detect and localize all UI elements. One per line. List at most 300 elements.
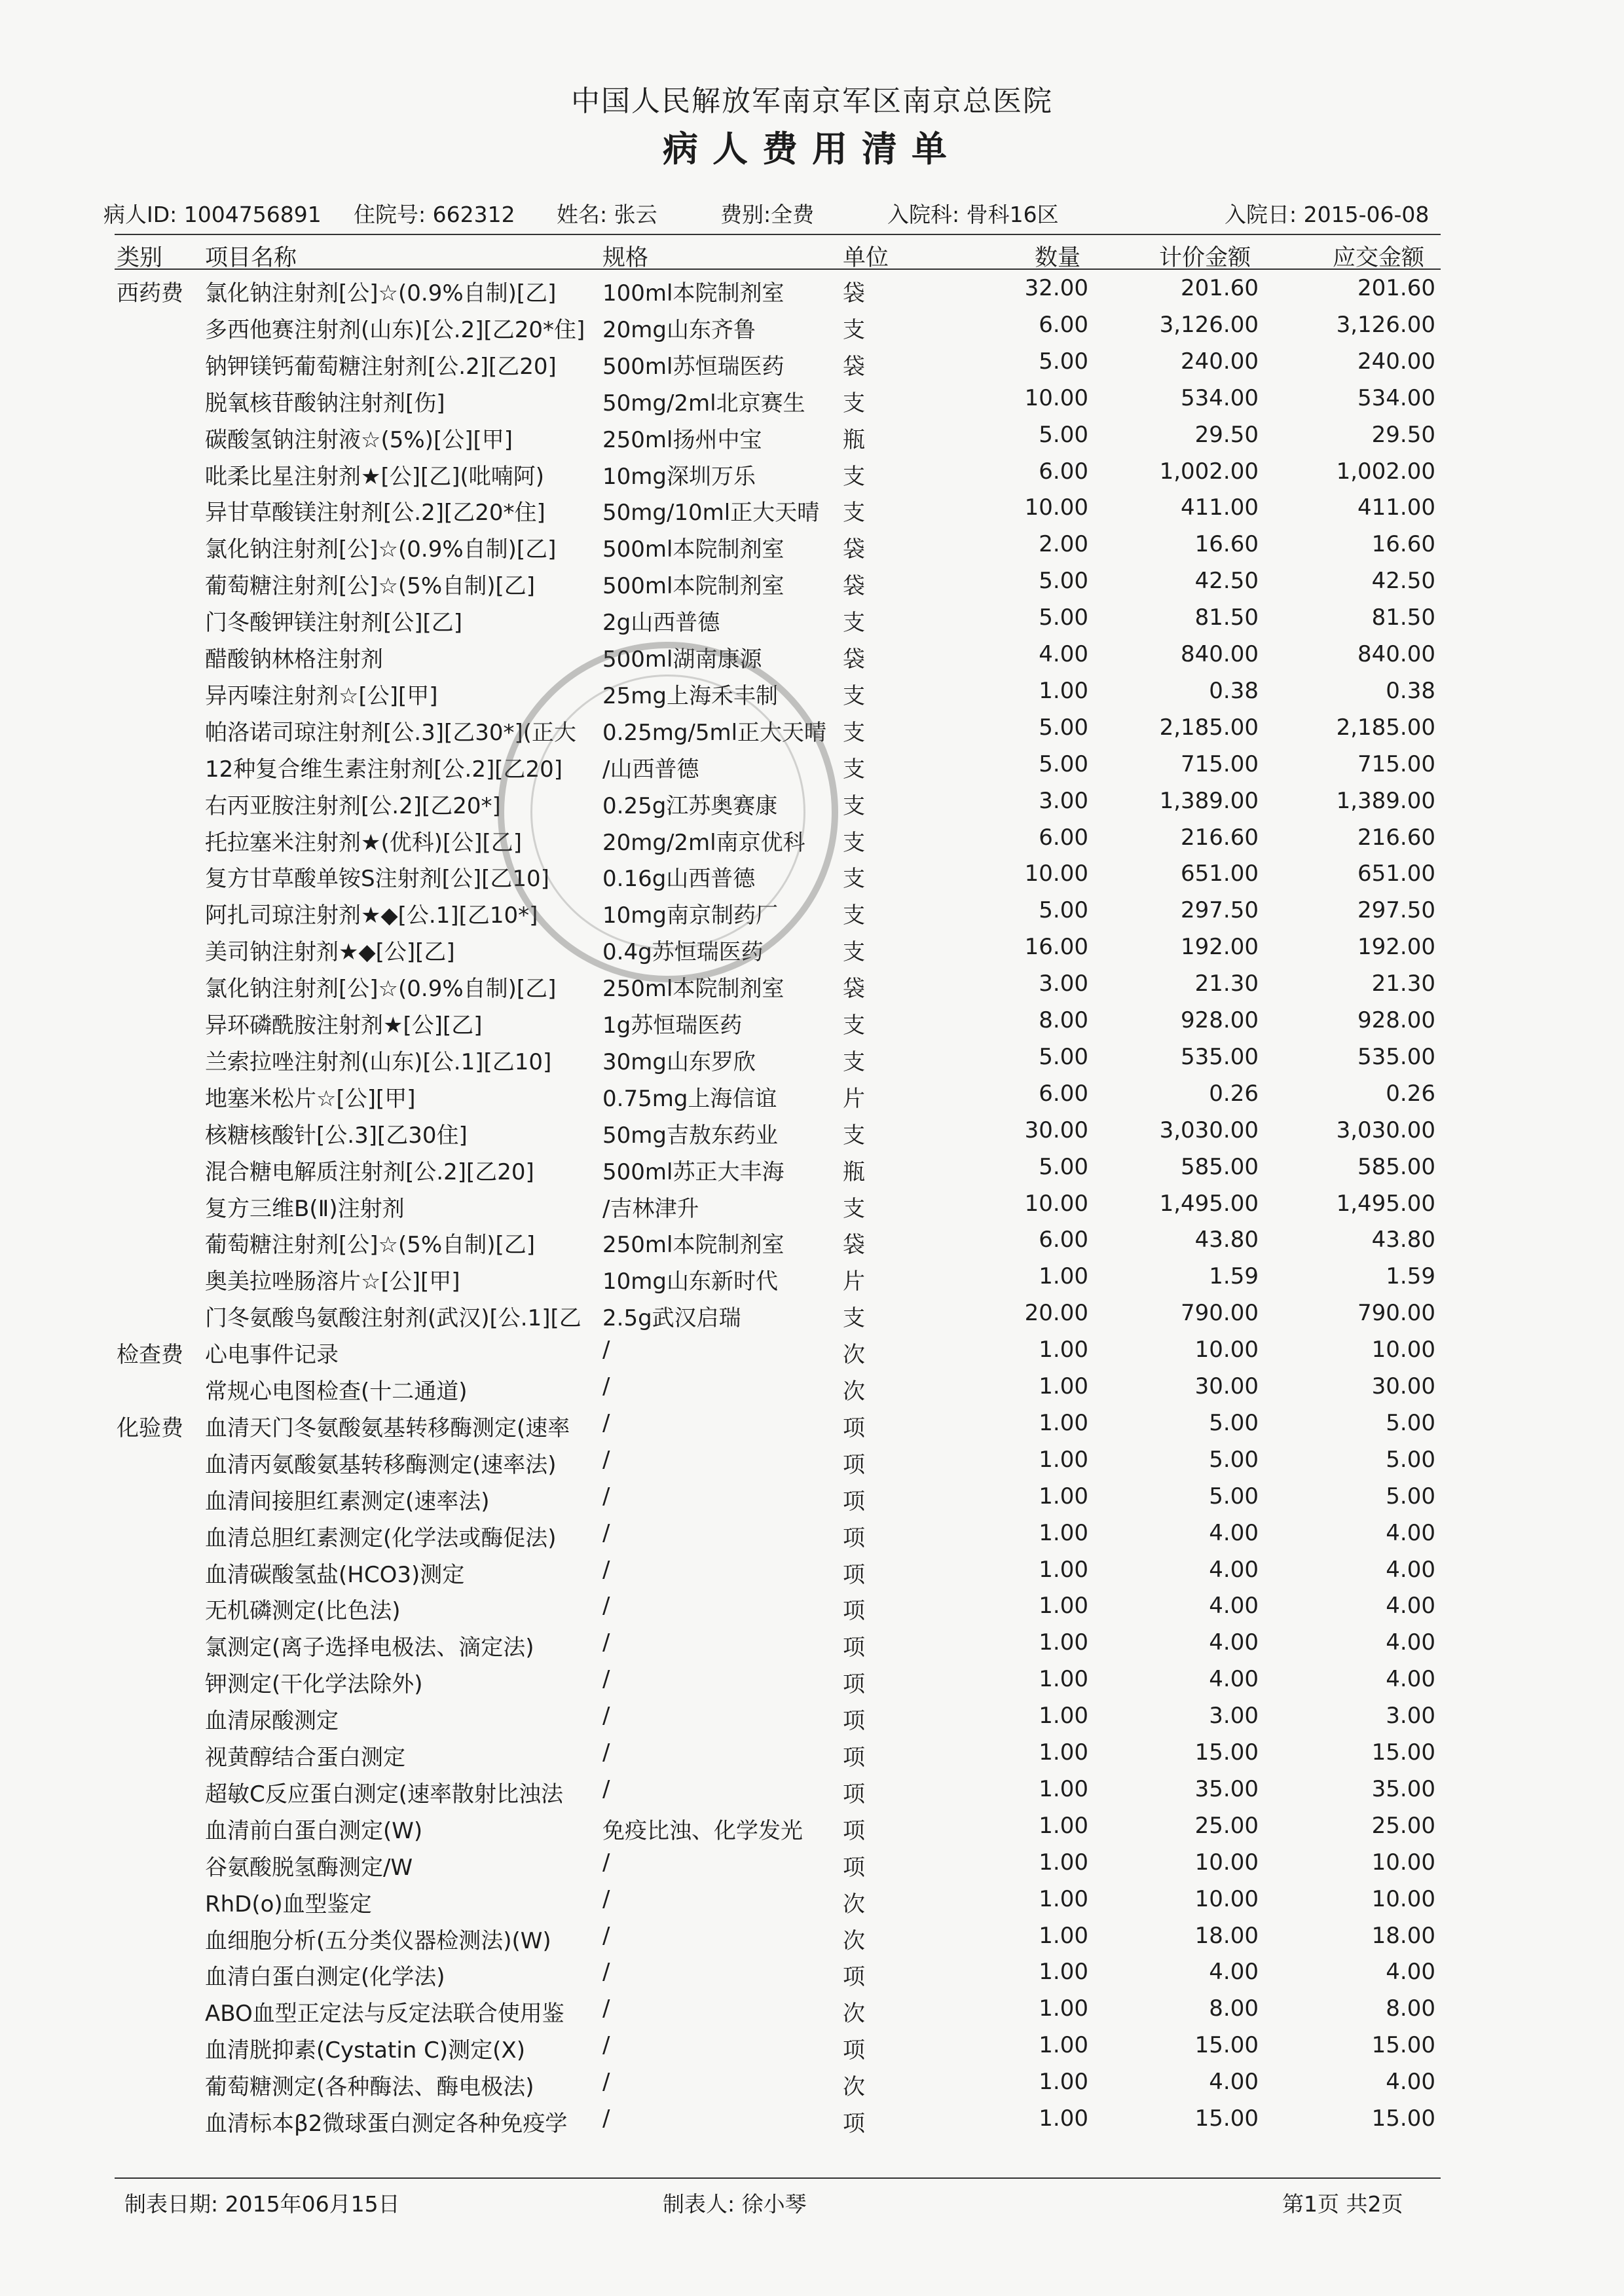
row-qty: 5.00: [1039, 421, 1088, 448]
table-row: [0, 861, 1624, 897]
row-amount: 10.00: [1371, 1849, 1435, 1876]
row-unit: 支: [843, 1012, 865, 1039]
row-qty: 5.00: [1039, 568, 1088, 595]
row-price: 29.50: [1194, 421, 1259, 448]
table-row: [0, 1813, 1624, 1849]
row-qty: 1.00: [1039, 1849, 1088, 1876]
row-unit: 支: [843, 719, 865, 746]
row-item-name: 血细胞分析(五分类仪器检测法)(W): [205, 1927, 551, 1954]
row-price: 25.00: [1194, 1812, 1259, 1839]
row-item-name: 血清丙氨酸氨基转移酶测定(速率法): [205, 1451, 557, 1478]
row-price: 81.50: [1194, 604, 1259, 631]
footer-rule: [115, 2177, 1441, 2179]
row-unit: 次: [843, 2074, 865, 2101]
row-amount: 4.00: [1386, 1666, 1435, 1693]
row-qty: 1.00: [1039, 1666, 1088, 1693]
row-spec: /: [602, 1885, 610, 1912]
row-spec: /: [602, 1775, 610, 1802]
row-spec: /: [602, 1995, 610, 2022]
row-price: 216.60: [1181, 824, 1259, 851]
row-qty: 5.00: [1039, 714, 1088, 741]
row-item-name: 超敏C反应蛋白测定(速率散射比浊法: [205, 1781, 564, 1807]
row-item-name: 帕洛诺司琼注射剂[公.3][乙30*](正大: [205, 719, 577, 746]
row-item-name: 吡柔比星注射剂★[公][乙](吡喃阿): [205, 463, 545, 490]
table-row: [0, 422, 1624, 458]
row-item-name: 门冬氨酸鸟氨酸注射剂(武汉)[公.1][乙: [205, 1305, 581, 1332]
row-price: 651.00: [1181, 861, 1259, 887]
row-spec: 0.75mg上海信谊: [602, 1085, 777, 1112]
row-qty: 1.00: [1039, 1995, 1088, 2022]
table-row: [0, 275, 1624, 312]
row-spec: /: [602, 1409, 610, 1436]
row-price: 3.00: [1209, 1703, 1259, 1730]
row-spec: /: [602, 1337, 610, 1363]
row-qty: 30.00: [1024, 1117, 1088, 1143]
row-amount: 10.00: [1371, 1885, 1435, 1912]
row-qty: 32.00: [1024, 275, 1088, 301]
row-item-name: 葡萄糖注射剂[公]☆(5%自制)[乙]: [205, 1232, 536, 1259]
header-qty: 数量: [1035, 245, 1081, 271]
row-unit: 次: [843, 2001, 865, 2028]
row-price: 201.60: [1181, 275, 1259, 301]
row-amount: 3,126.00: [1336, 311, 1435, 338]
row-price: 3,030.00: [1159, 1117, 1259, 1143]
row-price: 4.00: [1209, 1519, 1259, 1546]
row-unit: 项: [843, 2037, 865, 2064]
row-amount: 30.00: [1371, 1373, 1435, 1399]
row-price: 15.00: [1194, 2032, 1259, 2059]
row-unit: 次: [843, 1379, 865, 1405]
row-amount: 1,389.00: [1336, 787, 1435, 814]
table-row: [0, 1739, 1624, 1776]
row-item-name: 心电事件记录: [205, 1342, 339, 1369]
row-item-name: 葡萄糖测定(各种酶法、酶电极法): [205, 2074, 534, 2101]
row-spec: 0.4g苏恒瑞医药: [602, 939, 764, 966]
row-item-name: 核糖核酸针[公.3][乙30住]: [205, 1122, 468, 1149]
row-price: 43.80: [1194, 1227, 1259, 1253]
row-unit: 袋: [843, 976, 865, 1003]
row-category: 化验费: [117, 1415, 183, 1441]
table-row: [0, 458, 1624, 495]
row-price: 5.00: [1209, 1409, 1259, 1436]
row-item-name: 醋酸钠林格注射剂: [205, 646, 383, 673]
row-qty: 1.00: [1039, 1519, 1088, 1546]
row-price: 192.00: [1181, 934, 1259, 961]
row-qty: 1.00: [1039, 2069, 1088, 2096]
row-qty: 5.00: [1039, 897, 1088, 924]
row-qty: 1.00: [1039, 1446, 1088, 1473]
row-unit: 袋: [843, 646, 865, 673]
row-amount: 840.00: [1357, 641, 1435, 667]
row-item-name: 血清间接胆红素测定(速率法): [205, 1488, 490, 1515]
table-row: [0, 385, 1624, 422]
row-spec: /: [602, 1593, 610, 1620]
row-spec: 10mg山东新时代: [602, 1268, 778, 1295]
row-spec: /: [602, 2069, 610, 2096]
row-price: 4.00: [1209, 2069, 1259, 2096]
table-row: [0, 1593, 1624, 1629]
row-amount: 4.00: [1386, 1593, 1435, 1620]
row-unit: 支: [843, 902, 865, 929]
table-row: [0, 1886, 1624, 1923]
row-spec: 100ml本院制剂室: [602, 280, 784, 306]
row-amount: 16.60: [1371, 531, 1435, 558]
row-amount: 5.00: [1386, 1409, 1435, 1436]
row-unit: 项: [843, 1964, 865, 1991]
patient-id: 病人ID: 1004756891: [103, 202, 322, 227]
row-spec: /: [602, 1849, 610, 1876]
table-row: [0, 1154, 1624, 1191]
row-unit: 瓶: [843, 426, 865, 453]
table-row: [0, 312, 1624, 348]
row-price: 15.00: [1194, 1739, 1259, 1766]
row-unit: 项: [843, 1671, 865, 1698]
header-top-rule: [115, 234, 1441, 235]
table-row: [0, 604, 1624, 641]
row-unit: 支: [843, 682, 865, 709]
row-unit: 项: [843, 1745, 865, 1771]
table-row: [0, 1923, 1624, 1959]
row-item-name: 氯测定(离子选择电极法、滴定法): [205, 1635, 534, 1661]
row-unit: 项: [843, 1708, 865, 1735]
row-qty: 1.00: [1039, 1373, 1088, 1399]
row-spec: /: [602, 1483, 610, 1509]
row-qty: 10.00: [1024, 1190, 1088, 1217]
table-row: [0, 2069, 1624, 2105]
row-price: 4.00: [1209, 1629, 1259, 1656]
fee-type: 费别:全费: [720, 202, 815, 227]
row-qty: 3.00: [1039, 787, 1088, 814]
row-price: 840.00: [1181, 641, 1259, 667]
row-item-name: 脱氧核苷酸钠注射剂[伤]: [205, 390, 445, 417]
row-qty: 16.00: [1024, 934, 1088, 961]
row-price: 534.00: [1181, 384, 1259, 411]
row-unit: 支: [843, 500, 865, 527]
row-unit: 支: [843, 610, 865, 637]
table-row: [0, 824, 1624, 861]
row-price: 4.00: [1209, 1959, 1259, 1986]
table-row: [0, 897, 1624, 934]
row-spec: /: [602, 1629, 610, 1656]
row-unit: 项: [843, 1635, 865, 1661]
row-price: 16.60: [1194, 531, 1259, 558]
table-row: [0, 1995, 1624, 2032]
table-row: [0, 1666, 1624, 1703]
header-category: 类别: [117, 245, 163, 271]
row-spec: 免疫比浊、化学发光: [602, 1817, 803, 1844]
table-row: [0, 568, 1624, 604]
row-qty: 6.00: [1039, 311, 1088, 338]
row-amount: 5.00: [1386, 1483, 1435, 1509]
row-unit: 项: [843, 1415, 865, 1441]
row-item-name: RhD(o)血型鉴定: [205, 1891, 372, 1917]
row-spec: 50mg/2ml北京赛生: [602, 390, 805, 417]
row-category: 检查费: [117, 1342, 183, 1369]
row-amount: 4.00: [1386, 1959, 1435, 1986]
row-spec: /: [602, 1922, 610, 1949]
table-row: [0, 1373, 1624, 1410]
row-price: 240.00: [1181, 348, 1259, 375]
row-spec: 500ml本院制剂室: [602, 536, 784, 563]
row-amount: 21.30: [1371, 971, 1435, 997]
row-item-name: ABO血型正定法与反定法联合使用鉴: [205, 2001, 564, 2028]
table-row: [0, 1044, 1624, 1081]
row-spec: 2g山西普德: [602, 610, 720, 637]
row-qty: 10.00: [1024, 384, 1088, 411]
row-item-name: 氯化钠注射剂[公]☆(0.9%自制)[乙]: [205, 536, 557, 563]
row-amount: 8.00: [1386, 1995, 1435, 2022]
row-spec: 250ml本院制剂室: [602, 976, 784, 1003]
row-amount: 534.00: [1357, 384, 1435, 411]
row-item-name: 兰索拉唑注射剂(山东)[公.1][乙10]: [205, 1048, 552, 1075]
row-item-name: 血清前白蛋白测定(W): [205, 1817, 423, 1844]
row-item-name: 血清胱抑素(Cystatin C)测定(X): [205, 2037, 525, 2064]
row-item-name: 异甘草酸镁注射剂[公.2][乙20*住]: [205, 500, 545, 527]
row-amount: 2,185.00: [1336, 714, 1435, 741]
row-item-name: 阿扎司琼注射剂★◆[公.1][乙10*]: [205, 902, 538, 929]
row-spec: 1g苏恒瑞医药: [602, 1012, 743, 1039]
row-spec: 2.5g武汉启瑞: [602, 1305, 741, 1332]
row-unit: 支: [843, 939, 865, 966]
hospital-name: 中国人民解放军南京军区南京总医院: [571, 84, 1053, 118]
row-item-name: 氯化钠注射剂[公]☆(0.9%自制)[乙]: [205, 976, 557, 1003]
row-qty: 10.00: [1024, 861, 1088, 887]
row-qty: 5.00: [1039, 1153, 1088, 1180]
row-amount: 585.00: [1357, 1153, 1435, 1180]
row-amount: 216.60: [1357, 824, 1435, 851]
table-row: [0, 1557, 1624, 1593]
row-amount: 0.26: [1386, 1080, 1435, 1107]
row-spec: /: [602, 1739, 610, 1766]
row-qty: 1.00: [1039, 1775, 1088, 1802]
row-amount: 4.00: [1386, 2069, 1435, 2096]
row-qty: 1.00: [1039, 1739, 1088, 1766]
row-spec: 250ml扬州中宝: [602, 426, 762, 453]
row-unit: 袋: [843, 573, 865, 600]
row-price: 4.00: [1209, 1556, 1259, 1583]
table-row: [0, 678, 1624, 714]
row-item-name: 多西他赛注射剂(山东)[公.2][乙20*住]: [205, 316, 585, 343]
row-item-name: 异环磷酰胺注射剂★[公][乙]: [205, 1012, 483, 1039]
admission-number: 住院号: 662312: [354, 202, 515, 227]
row-unit: 次: [843, 1342, 865, 1369]
table-row: [0, 2105, 1624, 2142]
row-unit: 项: [843, 1854, 865, 1881]
row-amount: 1,495.00: [1336, 1190, 1435, 1217]
row-price: 3,126.00: [1159, 311, 1259, 338]
row-spec: 20mg/2ml南京优科: [602, 829, 805, 856]
row-spec: /: [602, 2105, 610, 2132]
header-spec: 规格: [602, 245, 649, 271]
row-price: 535.00: [1181, 1043, 1259, 1070]
row-amount: 3,030.00: [1336, 1117, 1435, 1143]
row-amount: 0.38: [1386, 677, 1435, 704]
row-unit: 支: [843, 829, 865, 856]
row-price: 1.59: [1209, 1263, 1259, 1290]
row-qty: 1.00: [1039, 1483, 1088, 1509]
table-row: [0, 1776, 1624, 1813]
row-unit: 支: [843, 316, 865, 343]
row-category: 西药费: [117, 280, 183, 306]
row-price: 1,389.00: [1159, 787, 1259, 814]
row-amount: 81.50: [1371, 604, 1435, 631]
row-unit: 项: [843, 1488, 865, 1515]
row-item-name: 血清总胆红素测定(化学法或酶促法): [205, 1525, 557, 1551]
header-price: 计价金额: [1159, 245, 1251, 271]
row-qty: 3.00: [1039, 971, 1088, 997]
row-amount: 10.00: [1371, 1337, 1435, 1363]
table-row: [0, 2032, 1624, 2069]
row-item-name: 美司钠注射剂★◆[公][乙]: [205, 939, 455, 966]
row-amount: 15.00: [1371, 2032, 1435, 2059]
row-amount: 43.80: [1371, 1227, 1435, 1253]
row-item-name: 常规心电图检查(十二通道): [205, 1379, 468, 1405]
row-price: 42.50: [1194, 568, 1259, 595]
table-row: [0, 1337, 1624, 1373]
row-spec: /: [602, 1703, 610, 1730]
table-row: [0, 751, 1624, 788]
document-title: 病人费用清单: [663, 128, 961, 170]
row-unit: 项: [843, 1525, 865, 1551]
row-price: 10.00: [1194, 1337, 1259, 1363]
row-qty: 1.00: [1039, 1703, 1088, 1730]
table-row: [0, 1191, 1624, 1227]
row-qty: 1.00: [1039, 1593, 1088, 1620]
row-price: 4.00: [1209, 1666, 1259, 1693]
row-qty: 1.00: [1039, 2105, 1088, 2132]
table-row: [0, 1410, 1624, 1447]
row-qty: 1.00: [1039, 1263, 1088, 1290]
row-unit: 袋: [843, 536, 865, 563]
row-item-name: 血清标本β2微球蛋白测定各种免疫学: [205, 2111, 568, 2137]
row-qty: 6.00: [1039, 824, 1088, 851]
row-spec: 500ml苏正大丰海: [602, 1158, 784, 1185]
row-item-name: 无机磷测定(比色法): [205, 1598, 401, 1625]
row-spec: /: [602, 1446, 610, 1473]
row-amount: 715.00: [1357, 750, 1435, 777]
row-item-name: 钾测定(干化学法除外): [205, 1671, 423, 1698]
row-qty: 1.00: [1039, 1922, 1088, 1949]
table-row: [0, 1300, 1624, 1337]
row-qty: 1.00: [1039, 1409, 1088, 1436]
row-amount: 651.00: [1357, 861, 1435, 887]
row-item-name: 钠钾镁钙葡萄糖注射剂[公.2][乙20]: [205, 353, 557, 380]
row-unit: 次: [843, 1891, 865, 1917]
row-qty: 6.00: [1039, 1227, 1088, 1253]
row-amount: 4.00: [1386, 1519, 1435, 1546]
row-qty: 1.00: [1039, 677, 1088, 704]
row-price: 0.38: [1209, 677, 1259, 704]
row-qty: 5.00: [1039, 604, 1088, 631]
row-price: 928.00: [1181, 1007, 1259, 1033]
row-amount: 18.00: [1371, 1922, 1435, 1949]
table-row: [0, 1007, 1624, 1044]
row-item-name: 奥美拉唑肠溶片☆[公][甲]: [205, 1268, 460, 1295]
table-row: [0, 714, 1624, 751]
row-unit: 袋: [843, 1232, 865, 1259]
row-unit: 支: [843, 792, 865, 819]
row-price: 15.00: [1194, 2105, 1259, 2132]
row-item-name: 右丙亚胺注射剂[公.2][乙20*]: [205, 792, 501, 819]
row-item-name: 葡萄糖注射剂[公]☆(5%自制)[乙]: [205, 573, 536, 600]
row-price: 1,002.00: [1159, 458, 1259, 485]
row-qty: 1.00: [1039, 1959, 1088, 1986]
row-unit: 片: [843, 1085, 865, 1112]
row-unit: 次: [843, 1927, 865, 1954]
row-price: 5.00: [1209, 1483, 1259, 1509]
table-row: [0, 1703, 1624, 1739]
table-row: [0, 1117, 1624, 1154]
row-price: 10.00: [1194, 1849, 1259, 1876]
row-item-name: 异丙嗪注射剂☆[公][甲]: [205, 682, 438, 709]
row-spec: /: [602, 1666, 610, 1693]
row-qty: 6.00: [1039, 458, 1088, 485]
row-unit: 项: [843, 1598, 865, 1625]
row-qty: 4.00: [1039, 641, 1088, 667]
row-unit: 项: [843, 1781, 865, 1807]
row-item-name: 门冬酸钾镁注射剂[公][乙]: [205, 610, 463, 637]
row-amount: 535.00: [1357, 1043, 1435, 1070]
row-amount: 3.00: [1386, 1703, 1435, 1730]
row-amount: 411.00: [1357, 494, 1435, 521]
row-spec: /: [602, 1959, 610, 1986]
row-spec: 500ml本院制剂室: [602, 573, 784, 600]
row-unit: 支: [843, 463, 865, 490]
row-spec: /: [602, 2032, 610, 2059]
row-unit: 支: [843, 1195, 865, 1222]
row-unit: 支: [843, 1048, 865, 1075]
table-row: [0, 1849, 1624, 1886]
row-price: 4.00: [1209, 1593, 1259, 1620]
row-qty: 1.00: [1039, 1812, 1088, 1839]
row-qty: 1.00: [1039, 1556, 1088, 1583]
row-spec: 0.25g江苏奥赛康: [602, 792, 778, 819]
row-amount: 25.00: [1371, 1812, 1435, 1839]
row-item-name: 复方三维B(Ⅱ)注射剂: [205, 1195, 405, 1222]
row-spec: 10mg南京制药厂: [602, 902, 778, 929]
row-price: 0.26: [1209, 1080, 1259, 1107]
header-unit: 单位: [843, 245, 889, 271]
row-spec: 50mg吉敖东药业: [602, 1122, 778, 1149]
row-unit: 支: [843, 756, 865, 783]
table-row: [0, 1483, 1624, 1520]
row-unit: 项: [843, 1451, 865, 1478]
row-price: 585.00: [1181, 1153, 1259, 1180]
row-unit: 袋: [843, 353, 865, 380]
row-unit: 支: [843, 1305, 865, 1332]
row-item-name: 谷氨酸脱氢酶测定/W: [205, 1854, 413, 1881]
row-spec: 500ml湖南康源: [602, 646, 762, 673]
row-amount: 35.00: [1371, 1775, 1435, 1802]
row-spec: 50mg/10ml正大天晴: [602, 500, 820, 527]
row-item-name: 视黄醇结合蛋白测定: [205, 1745, 405, 1771]
row-price: 297.50: [1181, 897, 1259, 924]
table-row: [0, 1959, 1624, 1995]
table-row: [0, 1447, 1624, 1483]
page-indicator: 第1页 共2页: [1282, 2191, 1403, 2217]
row-amount: 1,002.00: [1336, 458, 1435, 485]
row-amount: 928.00: [1357, 1007, 1435, 1033]
row-spec: /吉林津升: [602, 1195, 699, 1222]
row-unit: 袋: [843, 280, 865, 306]
row-qty: 5.00: [1039, 348, 1088, 375]
row-spec: 0.25mg/5ml正大天晴: [602, 719, 827, 746]
table-row: [0, 1520, 1624, 1557]
row-price: 5.00: [1209, 1446, 1259, 1473]
row-unit: 支: [843, 866, 865, 893]
row-item-name: 复方甘草酸单铵S注射剂[公][乙10]: [205, 866, 549, 893]
row-item-name: 地塞米松片☆[公][甲]: [205, 1085, 416, 1112]
